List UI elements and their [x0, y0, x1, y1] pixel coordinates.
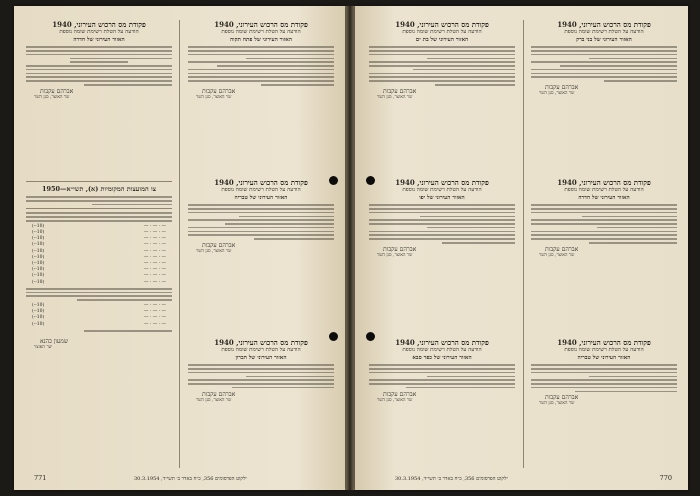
page-number: 770 — [659, 474, 672, 482]
notice-block — [369, 338, 515, 404]
notice-block — [369, 178, 515, 259]
signature: אברהם עקבות — [383, 390, 417, 398]
notice-city: האזור העירוני של טבריה — [577, 355, 631, 361]
left-page-column-right — [188, 20, 334, 468]
binding-hole — [366, 176, 375, 185]
notice-title: פקודת מס הרכוש העירוני, 1940 — [395, 178, 489, 187]
binding-hole — [366, 332, 375, 341]
notice-subtitle: הודעה על הטלת רשימת שומה נוספת — [402, 347, 482, 353]
signature: אברהם עקבות — [545, 245, 579, 253]
notice-block — [531, 178, 677, 259]
notice-subtitle: הודעה על הטלת רשימת שומה נוספת — [402, 187, 482, 193]
notice-title: פקודת מס הרכוש העירוני, 1940 — [214, 20, 308, 29]
notice-city: האזור העירוני של חדרה — [578, 195, 630, 201]
notice-title: פקודת מס הרכוש העירוני, 1940 — [214, 178, 308, 187]
signature-title: שר האוצר, סגן השר — [539, 401, 575, 407]
signature: אברהם עקבות — [40, 87, 74, 95]
page-footer: ילקוט הפרסומים 356, כ״ח באדר ב׳ תשי״ד, 30.3.1954 — [134, 476, 247, 482]
left-page — [14, 6, 345, 490]
notice-subtitle: הודעה על הטלת רשימת שומה נוספת — [402, 29, 482, 35]
notice-title: פקודת מס הרכוש העירוני, 1940 — [214, 338, 308, 347]
notice-subtitle: הודעה על הטלת רשימת שומה נוספת — [59, 29, 139, 35]
signature-2-title: שר האוצר — [34, 344, 52, 350]
right-page-column-right — [531, 20, 677, 468]
notice-city: האזור העירוני של פתח תקוה — [230, 37, 292, 43]
notice-subtitle: הודעה על הטלת רשימת שומה נוספת — [564, 187, 644, 193]
notice-title: פקודת מס הרכוש העירוני, 1940 — [557, 20, 651, 29]
page-number: 771 — [34, 474, 47, 482]
notice-title: פקודת מס הרכוש העירוני, 1940 — [395, 338, 489, 347]
notice-title: פקודת מס הרכוש העירוני, 1940 — [395, 20, 489, 29]
notice-title: פקודת מס הרכוש העירוני, 1940 — [557, 338, 651, 347]
signature-title: שר האוצר, סגן השר — [377, 252, 413, 258]
signature: אברהם עקבות — [383, 245, 417, 253]
notice-city: האזור העירוני של חברון — [235, 355, 287, 361]
notice-block — [26, 20, 172, 101]
notice-block — [188, 338, 334, 404]
signature-title: שר האוצר, סגן השר — [196, 397, 232, 403]
right-page-column-left — [369, 20, 515, 468]
tax-order-title: צו המועצות המקומיות (א), תשי״א—1950 — [41, 185, 157, 193]
page-footer: 30.3.1954 ,ילקוט הפרסומים 356, כ״ח באדר ב׳ תשי״ד — [395, 476, 508, 482]
notice-subtitle: הודעה על הטלת רשימת שומה נוספת — [564, 29, 644, 35]
notice-subtitle: הודעה על הטלת רשימת שומה נוספת — [221, 29, 301, 35]
binding-hole — [329, 176, 338, 185]
signature-title: שר האוצר, סגן השר — [539, 91, 575, 96]
notice-subtitle: הודעה על הטלת רשימת שומה נוספת — [564, 347, 644, 353]
signature-title: שר האוצר, סגן השר — [539, 252, 575, 258]
notice-subtitle: הודעה על הטלת רשימת שומה נוספת — [221, 187, 301, 193]
book-gutter — [345, 6, 355, 490]
right-page — [355, 6, 688, 490]
notice-city: האזור העירוני של טבריה — [234, 195, 288, 201]
column-divider — [523, 20, 524, 468]
signature-title: שר האוצר, סגן השר — [377, 94, 413, 100]
signature: אברהם עקבות — [202, 390, 236, 398]
notice-title: פקודת מס הרכוש העירוני, 1940 — [557, 178, 651, 187]
notice-block — [369, 20, 515, 101]
notice-city: האזור העירוני של בני ברק — [576, 37, 632, 43]
tax-order-section: צו המועצות המקומיות (א), תשי״א—1950 — · — · — (10--) — · — · — (10--) — · — · — (10--) — · — · — (10--) — · — · — (10--) — · — · — (10--) — · — · — (10--) — · — · — (10--) — · — · — (10--) — · — · — (10--) — · — · — (10--) — · — · — (10--) — · — · — (10--) — · — · — (10--) שמעון כהנא שר האוצר — [26, 178, 172, 351]
signature-title: שר האוצר, סגן השר — [196, 94, 232, 100]
signature: אברהם עקבות — [545, 394, 579, 402]
signature-title: שר האוצר, סגן השר — [377, 397, 413, 403]
notice-block — [531, 20, 677, 97]
notice-block — [188, 20, 334, 101]
notice-title: פקודת מס הרכוש העירוני, 1940 — [52, 20, 146, 29]
column-divider — [179, 20, 180, 468]
notice-subtitle: הודעה על הטלת רשימת שומה נוספת — [221, 347, 301, 353]
signature: אברהם עקבות — [545, 84, 579, 91]
left-page-column-left — [26, 20, 172, 468]
notice-city: האזור העירוני של חדרה — [73, 37, 125, 43]
notice-city: האזור העירוני של כפר סבא — [412, 355, 472, 361]
notice-city: האזור העירוני של יפו — [419, 195, 465, 201]
binding-hole — [329, 332, 338, 341]
notice-block — [188, 178, 334, 255]
signature-title: שר האוצר, סגן השר — [34, 94, 70, 100]
signature-2: שמעון כהנא — [40, 337, 69, 345]
signature: אברהם עקבות — [383, 87, 417, 95]
notice-block — [531, 338, 677, 407]
signature: אברהם עקבות — [202, 242, 236, 249]
signature-title: שר האוצר, סגן השר — [196, 249, 232, 254]
signature: אברהם עקבות — [202, 87, 236, 95]
notice-city: האזור העירוני של בת ים — [415, 37, 469, 43]
